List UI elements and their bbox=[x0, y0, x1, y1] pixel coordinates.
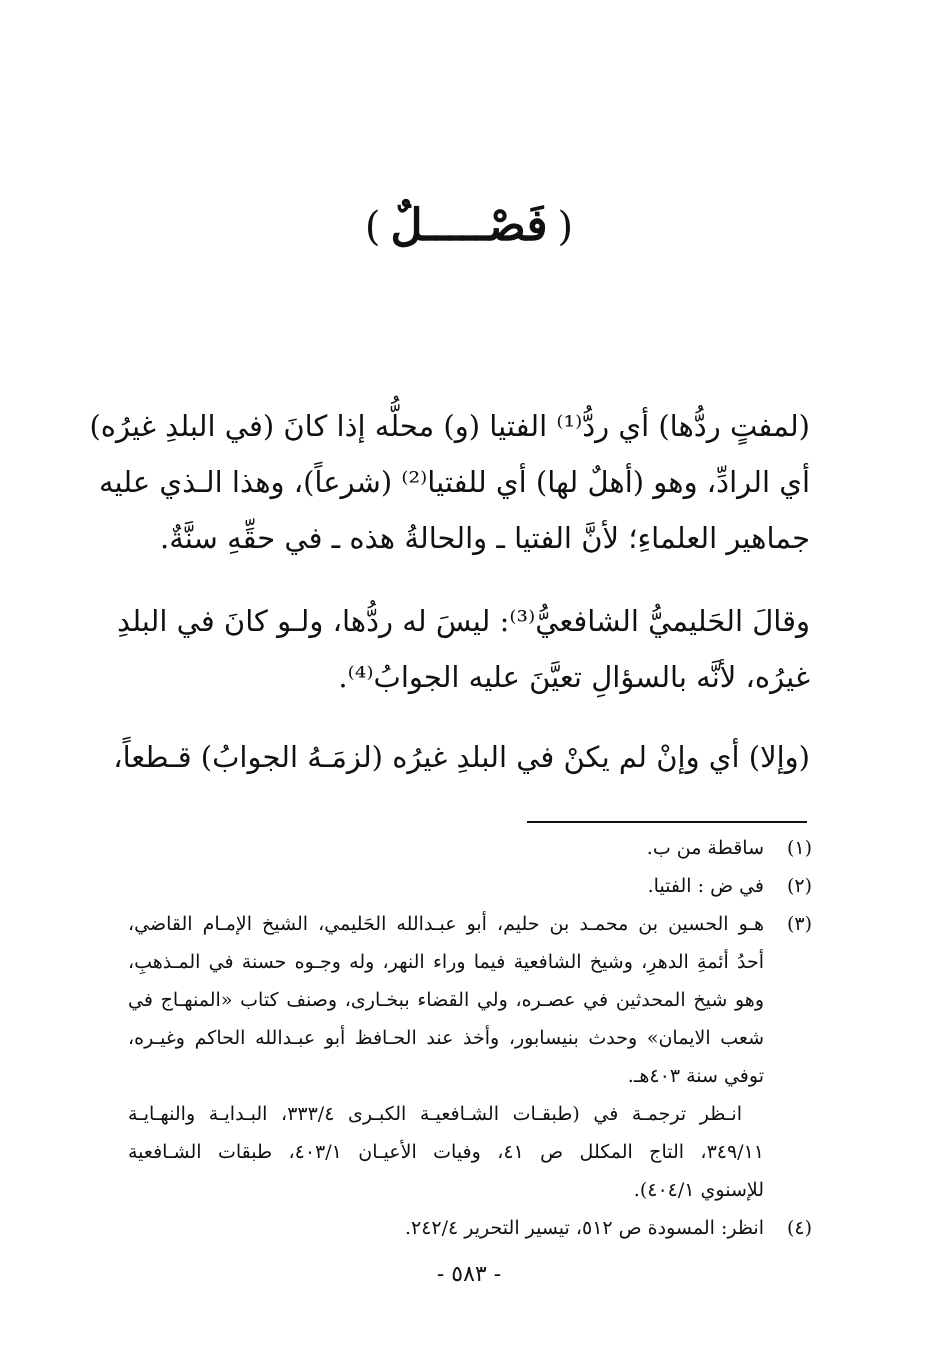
footnote-2 bbox=[128, 867, 812, 905]
paragraph-line: (لمفتٍ ردُّها) أي ردُّ⁽¹⁾ الفتيا (و) محلُّه إذا كانَ (في البلدِ غيرُه) bbox=[89, 409, 810, 443]
footnote-line: انظر: المسودة ص ٥١٢، تيسير التحرير ٢٤٢/٤. bbox=[404, 1217, 764, 1239]
footnote-separator bbox=[527, 821, 807, 823]
footnote-line: للإسنوي ٤٠٤/١). bbox=[633, 1179, 764, 1201]
footnotes bbox=[128, 829, 812, 1247]
page-number: - ٥٨٣ - bbox=[436, 1262, 502, 1287]
heading-title: فَصْـــــلٌ bbox=[390, 200, 548, 251]
footnote-line: ساقطة من ب. bbox=[646, 837, 764, 859]
footnote-line: ٣٤٩/١١، التاج المكلل ص ٤١، وفيات الأعيـان ٤٠٣/١، طبقات الشـافعية bbox=[128, 1141, 764, 1163]
footnote-number: (١) bbox=[786, 837, 812, 859]
footnote-line: شعب الايمان» وحدث بنيسابور، وأخذ عند الحـافظ أبو عبـدالله الحاكم وغيـره، bbox=[128, 1027, 764, 1049]
footnote-1 bbox=[128, 829, 812, 867]
paragraph-line: وقالَ الحَليميُّ الشافعيُّ⁽³⁾: ليسَ له ردُّها، ولـو كانَ في البلدِ bbox=[116, 604, 810, 638]
footnote-line: توفي سنة ٤٠٣هـ. bbox=[627, 1065, 764, 1087]
footnote-number: (٢) bbox=[786, 875, 812, 897]
footnote-line: انـظر ترجمـة في (طبقـات الشـافعيـة الكبـرى ٣٣٣/٤، البـدايـة والنهـايـة bbox=[128, 1103, 742, 1125]
footnote-line: وهو شيخ المحدثين في عصـره، ولي القضاء ببخـارى، وصنف كتاب «المنهـاج في bbox=[128, 989, 764, 1011]
section-heading bbox=[0, 200, 938, 251]
footnote-4 bbox=[128, 1209, 812, 1247]
paragraph-2 bbox=[116, 593, 810, 705]
footnote-line: أحدُ أئمةِ الدهرِ، وشيخ الشافعية فيما وراء النهر، وله وجـوه حسنة في المـذهبِ، bbox=[128, 951, 764, 973]
footnote-3 bbox=[128, 905, 812, 1209]
footnote-line: هـو الحسين بن محمـد بن حليم، أبو عبـدالله الحَليمي، الشيخ الإمـام القاضي، bbox=[128, 913, 764, 935]
heading-open-paren: ( bbox=[557, 204, 574, 250]
paragraph-line: جماهير العلماءِ؛ لأنَّ الفتيا ـ والحالةُ هذه ـ في حقِّهِ سنَّةٌ. bbox=[160, 521, 810, 555]
footnote-number: (٣) bbox=[786, 913, 812, 935]
paragraph-3 bbox=[113, 729, 810, 785]
paragraph-1 bbox=[89, 398, 810, 566]
heading-close-paren: ) bbox=[364, 204, 381, 250]
paragraph-line: غيرُه، لأنَّه بالسؤالِ تعيَّنَ عليه الجوابُ⁽⁴⁾. bbox=[338, 660, 810, 694]
paragraph-line: (وإلا) أي وإنْ لم يكنْ في البلدِ غيرُه (لزمَـهُ الجوابُ) قـطعاً، bbox=[113, 740, 810, 774]
footnote-line: في ض : الفتيا. bbox=[647, 875, 764, 897]
footnote-number: (٤) bbox=[786, 1217, 812, 1239]
paragraph-line: أي الرادِّ، وهو (أهلٌ لها) أي للفتيا⁽²⁾ (شرعاً)، وهذا الـذي عليه bbox=[98, 465, 810, 499]
